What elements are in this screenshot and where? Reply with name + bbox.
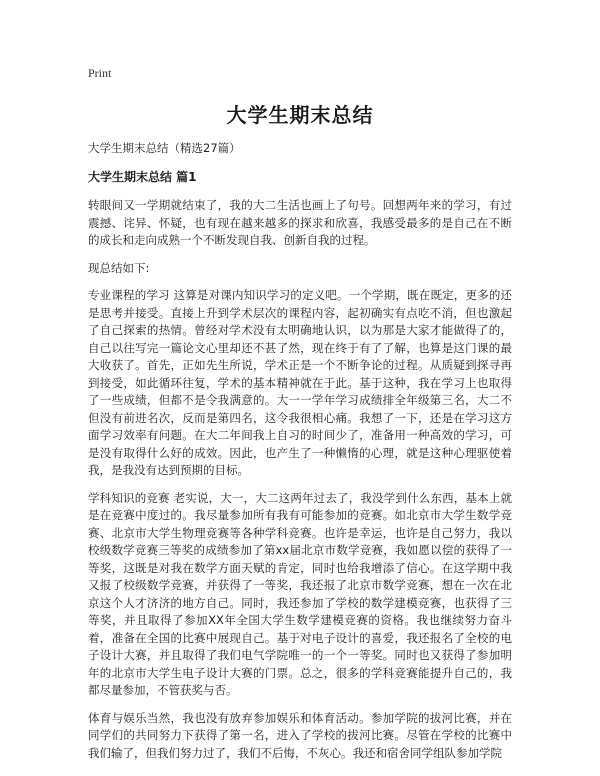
- document-subtitle: 大学生期末总结（精选27篇）: [88, 141, 241, 155]
- paragraph-competitions: 学科知识的竞赛 老实说，大一，大二这两年过去了，我没学到什么东西，基本上就是在竞赛中度过的。我尽量参加所有我有可能参加的竞赛。如北京市大学生数学竞赛、北京市大学生物理竞赛等各种学科竞赛。也许是幸运，也许是自己努力，我以校级数学竞赛三等奖的成绩参加了第xx届北京市数学竞赛，我如愿以偿的获得了一等奖，这既是对我在数学方面天赋的肯定，同时也给我增添了信心。在这学期中我又报了校级数学竞赛，并获得了一等奖，我还报了北京市数学竞赛，想在一次在北京这个人才济济的地方自己。同时，我还参加了学校的数学建模竞赛，也获得了三等奖，并且取得了参加XX年全国大学生数学建模竞赛的资格。我也继续努力奋斗着，准备在全国的比赛中展现自己。基于对电子设计的喜爱，我还报名了全校的电子设计大赛，并且取得了我们电气学院唯一的一个一等奖。同时也又获得了参加明年的北京市大学生电子设计大赛的门票。总之，很多的学科竞赛能提升自己的，我都尽量参加，不管获奖与否。: [88, 490, 512, 697]
- document-page: [88, 66, 512, 762]
- paragraph-summary-lead: 现总结如下:: [88, 260, 150, 275]
- paragraph-sports: 体育与娱乐当然，我也没有放弃参加娱乐和体育活动。参加学院的拔河比赛，并在同学们的共同努力下获得了第一名，进入了学校的拔河比赛。尽管在学校的比赛中我们输了，但我们努力过了，我们不后悔，不灰心。我还和宿舍同学组队参加学院: [88, 710, 512, 760]
- paragraph-intro: 转眼间又一学期就结束了，我的大二生活也画上了句号。回想两年来的学习，有过震撼、诧异、怀疑，也有现在越来越多的探求和欣喜，我感受最多的是自己在不断的成长和走向成熟一个不断发现自我、创新自我的过程。: [88, 198, 512, 247]
- paragraph-coursework: 专业课程的学习 这算是对课内知识学习的定义吧。一个学期，既在既定，更多的还是思考并接受。直接上升到学术层次的课程内容，起初确实有点吃不消，但也激起了自己探索的热情。曾经对学术没有太明确地认识，以为那是大家才能做得了的，自己以往写完一篇论文心里却还不甚了然，现在终于有了了解，也算是这门课的最大收获了。首先，正如先生所说，学术正是一个不断争论的过程。从质疑到探寻再到接受，如此循环往复，学术的基本精神就在于此。基于这种，我在学习上也取得了一些成绩，但都不是令我满意的。大一一学年学习成绩排全年级第三名，大二不但没有前进名次，反而是第四名，这令我很相心痛。我想了一下，还是在学习这方面学习效率有问题。在大二年间我上自习的时间少了，准备用一种高效的学习，可是没有取得什么好的成效。因此，也产生了一种懒惰的心理，就是这种心理驱使着我，是我没有达到预期的目标。: [88, 288, 512, 477]
- page-title: 大学生期末总结: [226, 103, 374, 127]
- print-label: Print: [88, 66, 112, 80]
- section-heading: 大学生期末总结 篇1: [88, 170, 197, 184]
